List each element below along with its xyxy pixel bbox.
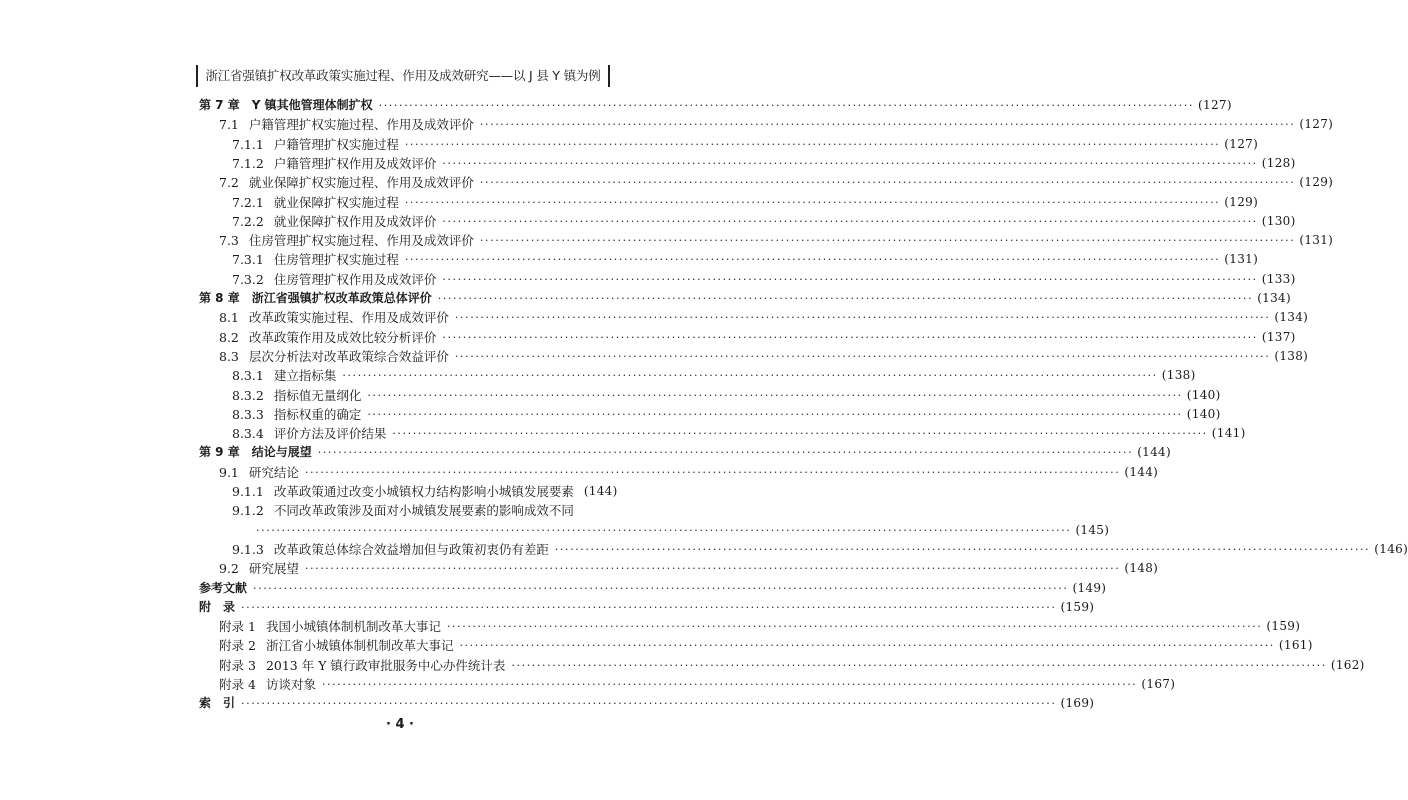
toc-entry-number: 7.2.1 [232,194,264,210]
toc-entry-page: (140) [1186,387,1221,402]
toc-row [0,347,1309,366]
toc-row [0,405,1221,424]
toc-entry-title: Y 镇其他管理体制扩权 [251,98,373,112]
toc-entry-page: (159) [1266,619,1301,634]
toc-entry[interactable] [219,173,1334,192]
toc-entry-page: (159) [1060,599,1095,614]
dot-leader: ································································································································································ [253,581,1069,595]
toc-entry-page: (138) [1161,368,1196,383]
dot-leader: ································································································································································ [437,292,1254,305]
toc-row [0,250,1259,269]
toc-entry[interactable] [232,250,1259,269]
dot-leader: ································································································································································ [378,99,1195,112]
toc-entry-title: 就业保障扩权实施过程 [273,194,399,210]
toc-entry[interactable] [219,617,1301,636]
toc-entry-page: (128) [1261,155,1296,170]
toc-entry[interactable] [219,308,1309,327]
toc-entry-page: (140) [1186,406,1221,421]
toc-entry-page: (138) [1274,348,1309,363]
toc-row [0,424,1246,443]
toc-row [0,212,1296,231]
toc-entry-number: 8.1 [219,310,239,326]
toc-entry-title: 浙江省小城镇体制机制改革大事记 [265,638,454,654]
toc-entry-page: (148) [1124,561,1159,576]
toc-entry-title: 2013 年 Y 镇行政审批服务中心办件统计表 [265,657,506,673]
toc-row [0,173,1334,192]
dot-leader: ································································································································································ [367,388,1183,402]
dot-leader: ································································································································································ [442,272,1258,286]
toc-row [0,521,1110,540]
toc-row [0,115,1334,134]
toc-entry-title: 住房管理扩权实施过程、作用及成效评价 [248,233,474,249]
toc-row [0,482,800,501]
dot-leader: ································································································································································ [317,446,1134,460]
toc-entry-title: 住房管理扩权作用及成效评价 [273,271,437,287]
toc-row [0,443,1171,462]
toc-entry-page: (127) [1224,136,1259,151]
toc-row [0,598,1095,617]
toc-row [0,135,1259,154]
dot-leader: ································································································································································ [442,156,1258,170]
dot-leader: ································································································································································ [511,658,1327,672]
page-number: · 4 · [386,717,414,732]
toc-entry-page: (129) [1299,175,1334,190]
dot-leader: ································································································································································ [442,330,1258,344]
toc-entry-page: (169) [1060,696,1095,711]
toc-entry-page: (149) [1072,580,1107,595]
toc-entry-title: 我国小城镇体制机制改革大事记 [265,619,441,635]
toc-entry-page: (130) [1261,213,1296,228]
toc-row [0,231,1334,250]
toc-entry-number: 7.1.1 [232,136,264,152]
toc-row [0,96,1232,115]
toc-entry-title: 指标值无量纲化 [273,387,362,403]
toc-entry[interactable] [232,154,1296,173]
toc-entry-page: (127) [1299,117,1334,132]
toc-entry-number: 索 引 [199,696,236,711]
toc-entry-title: 研究结论 [248,464,299,480]
dot-leader: ································································································································································ [392,427,1208,441]
toc-entry-number: 附录 2 [219,638,256,654]
toc-row [0,193,1259,212]
toc-entry[interactable] [219,328,1296,347]
toc-entry[interactable] [232,270,1296,289]
toc-entry-title: 改革政策作用及成效比较分析评价 [248,329,437,345]
toc-entry-page: (145) [1075,522,1110,537]
toc-row [0,366,1196,385]
toc-entry-page: (141) [1211,426,1246,441]
toc-entry-number: 8.3.1 [232,368,264,384]
toc-entry[interactable] [199,289,1291,308]
toc-entry-number: 附 录 [199,599,236,614]
toc-entry-page: (131) [1224,252,1259,267]
toc-entry-title: 改革政策总体综合效益增加但与政策初衷仍有差距 [273,541,549,557]
toc-entry-page: (133) [1261,271,1296,286]
toc-entry-number: 8.3.3 [232,406,264,422]
toc-entry-page: (162) [1330,657,1365,672]
toc-entry-title: 浙江省强镇扩权改革政策总体评价 [251,291,432,305]
toc-entry[interactable] [232,424,1246,443]
toc-entry-title: 建立指标集 [273,368,337,384]
toc-entry-number: 7.1.2 [232,155,264,171]
toc-entry-page: (129) [1224,194,1259,209]
toc-entry-page: (144) [1124,464,1159,479]
toc-entry[interactable] [256,521,1110,540]
toc-entry-title: 指标权重的确定 [273,406,362,422]
toc-entry-title: 户籍管理扩权实施过程 [273,136,399,152]
toc-entry-number: 7.3.1 [232,252,264,268]
toc-entry-title: 访谈对象 [265,677,316,692]
toc-entry-page: (134) [1274,310,1309,325]
dot-leader: ································································································································································ [321,678,1138,691]
toc-entry-number: 7.2 [219,175,239,191]
toc-entry-number: 第 8 章 [199,291,240,305]
toc-entry-page: (161) [1278,638,1313,653]
toc-entry-title: 改革政策实施过程、作用及成效评价 [248,310,449,326]
dot-leader: ································································································································································ [304,465,1121,479]
toc-entry[interactable] [232,193,1259,212]
toc-entry[interactable] [232,386,1221,405]
toc-entry-number: 附录 4 [219,677,256,692]
toc-row [0,656,1365,675]
toc-entry-title: 住房管理扩权实施过程 [273,252,399,268]
toc-entry[interactable] [219,347,1309,366]
toc-row [0,617,1301,636]
dot-leader: ································································································································································ [446,620,1263,634]
toc-entry-title: 户籍管理扩权实施过程、作用及成效评价 [248,117,474,133]
dot-leader: ································································································································································ [454,311,1271,325]
toc-entry[interactable] [199,443,1171,462]
toc-row [0,675,1176,694]
toc-entry[interactable] [219,636,1313,655]
toc-row [0,328,1296,347]
toc-entry[interactable] [199,96,1232,115]
toc-row [0,636,1313,655]
toc-row [0,579,1107,598]
toc-entry[interactable] [219,463,1159,482]
toc-entry[interactable] [199,579,1107,598]
toc-entry-title: 户籍管理扩权作用及成效评价 [273,155,437,171]
dot-leader: ································································································································································ [454,349,1271,363]
toc-row [0,308,1309,327]
dot-leader: ································································································································································ [479,118,1296,132]
toc-entry-title: 研究展望 [248,561,299,577]
dot-leader: ································································································································································ [367,407,1183,421]
toc-row [0,540,1408,559]
toc-entry-number: 8.2 [219,329,239,345]
dot-leader: ································································································································································ [459,639,1275,653]
toc-entry[interactable] [199,694,1095,713]
dot-leader: ································································································································································ [479,176,1296,190]
toc-entry-title: 不同改革政策涉及面对小城镇发展要素的影响成效不同 [273,503,574,519]
toc-entry[interactable] [232,405,1221,424]
toc-entry-number: 参考文献 [199,580,248,595]
toc-entry-title: 结论与展望 [251,445,312,460]
toc-row [0,270,1296,289]
toc-entry-number: 9.1.3 [232,541,264,557]
toc-row [0,154,1296,173]
toc-entry-number: 7.2.2 [232,213,264,229]
toc-entry-number: 7.1 [219,117,239,133]
toc-entry-title: 就业保障扩权实施过程、作用及成效评价 [248,175,474,191]
toc-entry-number: 8.3.4 [232,426,264,442]
toc-entry-number: 8.3.2 [232,387,264,403]
toc-entry-number: 9.1.2 [232,503,264,519]
dot-leader: ································································································································································ [256,523,1072,537]
toc-entry-number: 第 9 章 [199,445,240,460]
toc-entry[interactable] [199,598,1095,617]
toc-entry[interactable] [232,482,618,501]
toc-entry-page: (144) [1137,445,1171,460]
toc-entry-title: 评价方法及评价结果 [273,426,387,442]
dot-leader: ································································································································································ [404,195,1221,209]
dot-leader: ································································································································································ [404,253,1221,267]
toc-entry-page: (127) [1198,98,1232,112]
toc-entry-page: (131) [1299,233,1334,248]
dot-leader: ································································································································································ [554,542,1371,556]
toc-entry-page: (146) [1374,541,1408,556]
toc-entry-number: 9.2 [219,561,239,577]
toc-row [0,386,1221,405]
dot-leader: ································································································································································ [342,369,1158,383]
toc-entry-number: 9.1 [219,464,239,480]
toc-row [0,289,1291,308]
dot-leader: ································································································································································ [479,234,1296,248]
toc-row [0,694,1095,713]
toc-entry[interactable] [219,656,1365,675]
toc-entry[interactable] [232,135,1259,154]
toc-row [0,559,1159,578]
toc-entry[interactable] [219,675,1176,694]
dot-leader: ································································································································································ [404,137,1221,151]
toc-entry[interactable] [219,115,1334,134]
dot-leader: ································································································································································ [241,600,1057,614]
toc-entry-page: (137) [1261,329,1296,344]
dot-leader: ································································································································································ [241,697,1057,711]
toc-row [0,463,1159,482]
toc-entry[interactable] [232,540,1408,559]
toc-entry-number: 附录 3 [219,657,256,673]
toc-entry-number: 8.3 [219,348,239,364]
toc-entry[interactable] [232,212,1296,231]
toc-entry-title: 改革政策通过改变小城镇权力结构影响小城镇发展要素 [273,484,574,499]
toc-entry-number: 第 7 章 [199,98,240,112]
toc-entry-number: 附录 1 [219,619,256,635]
toc-entry-number: 7.3.2 [232,271,264,287]
toc-entry-page: (134) [1257,291,1291,305]
dot-leader: ································································································································································ [442,214,1258,228]
toc-row [0,501,800,520]
toc-entry[interactable] [232,501,574,520]
toc-entry[interactable] [232,366,1196,385]
dot-leader: ································································································································································ [304,562,1121,576]
toc-entry-title: 就业保障扩权作用及成效评价 [273,213,437,229]
toc-entry-number: 7.3 [219,233,239,249]
toc-entry[interactable] [219,559,1159,578]
toc-entry-page: (167) [1141,677,1176,691]
running-head: 浙江省强镇扩权改革政策实施过程、作用及成效研究——以 J 县 Y 镇为例 [196,65,610,87]
toc-entry-page: (144) [583,484,618,498]
toc-entry[interactable] [219,231,1334,250]
toc-entry-number: 9.1.1 [232,484,264,499]
toc-entry-title: 层次分析法对改革政策综合效益评价 [248,348,449,364]
